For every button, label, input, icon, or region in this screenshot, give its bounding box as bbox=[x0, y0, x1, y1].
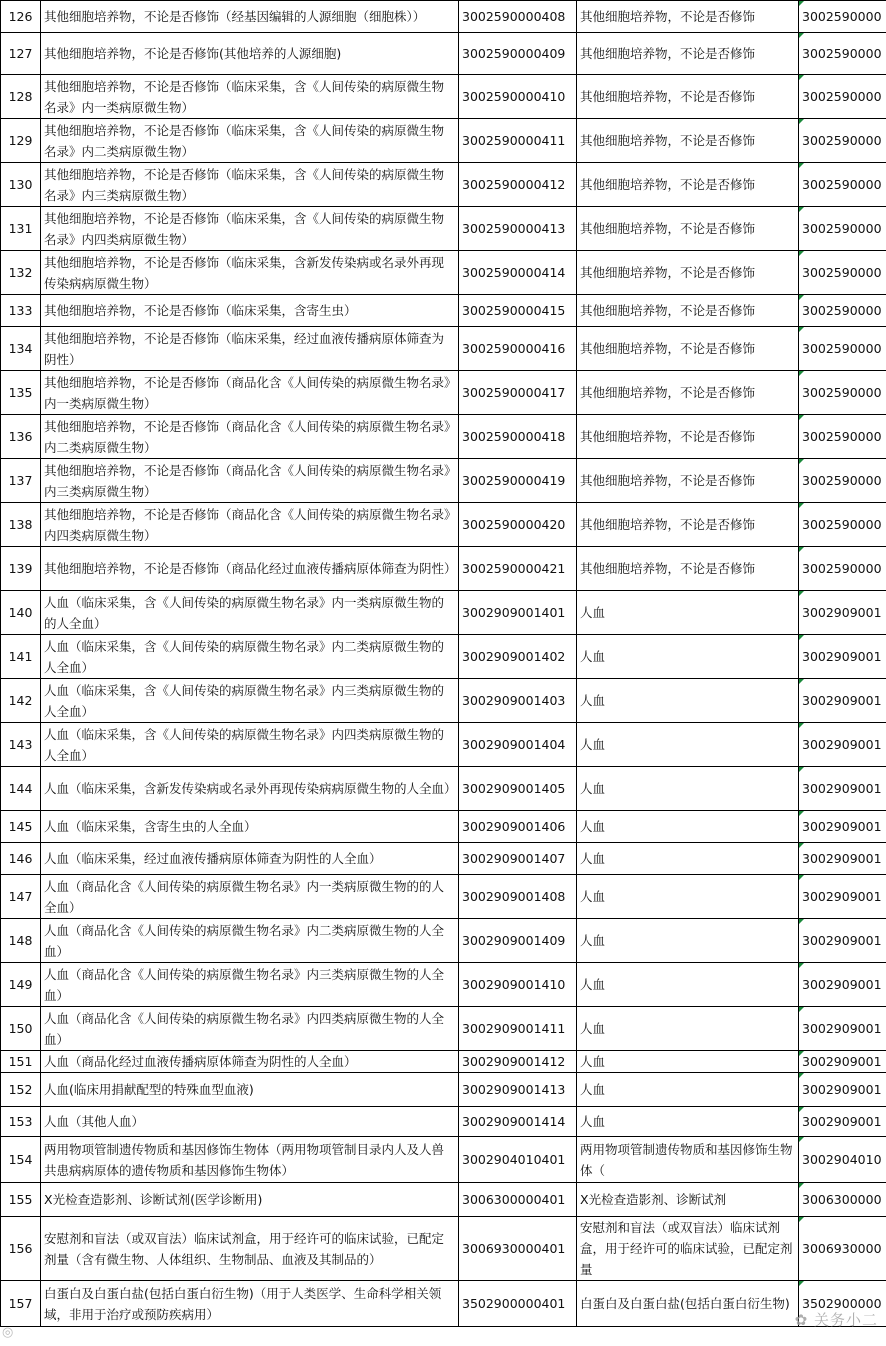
row-number: 143 bbox=[1, 723, 41, 767]
row-number: 150 bbox=[1, 1007, 41, 1051]
row-number: 126 bbox=[1, 1, 41, 33]
row-code: 3002909001402 bbox=[459, 635, 577, 679]
row-category: 人血 bbox=[577, 723, 799, 767]
row-code: 3002909001409 bbox=[459, 919, 577, 963]
table-row bbox=[1, 875, 886, 919]
row-number: 140 bbox=[1, 591, 41, 635]
row-category: 其他细胞培养物，不论是否修饰 bbox=[577, 33, 799, 75]
row-hs-code: 3002909001 bbox=[799, 1107, 886, 1137]
row-hs-code: 3002590000 bbox=[799, 75, 886, 119]
table-row bbox=[1, 767, 886, 811]
row-code: 3006300000401 bbox=[459, 1183, 577, 1217]
row-code: 3002590000415 bbox=[459, 295, 577, 327]
row-number: 148 bbox=[1, 919, 41, 963]
row-name: 其他细胞培养物，不论是否修饰（临床采集，含《人间传染的病原微生物名录》内二类病原微生物） bbox=[41, 119, 459, 163]
row-code: 3002904010401 bbox=[459, 1137, 577, 1183]
row-number: 129 bbox=[1, 119, 41, 163]
row-name: 人血（商品化经过血液传播病原体筛查为阴性的人全血） bbox=[41, 1051, 459, 1073]
row-number: 149 bbox=[1, 963, 41, 1007]
row-name: 其他细胞培养物，不论是否修饰（临床采集，经过血液传播病原体筛查为阴性） bbox=[41, 327, 459, 371]
row-category: 人血 bbox=[577, 963, 799, 1007]
row-code: 3006930000401 bbox=[459, 1217, 577, 1281]
row-category: 人血 bbox=[577, 767, 799, 811]
row-category: 人血 bbox=[577, 1051, 799, 1073]
row-code: 3002909001403 bbox=[459, 679, 577, 723]
row-hs-code: 3006930000 bbox=[799, 1217, 886, 1281]
row-name: 其他细胞培养物，不论是否修饰（商品化经过血液传播病原体筛查为阴性） bbox=[41, 547, 459, 591]
row-name: 安慰剂和盲法（或双盲法）临床试剂盒，用于经许可的临床试验，已配定剂量（含有微生物、人体组织、生物制品、血液及其制品的） bbox=[41, 1217, 459, 1281]
table-row bbox=[1, 1, 886, 33]
row-name: 人血（临床采集，含《人间传染的病原微生物名录》内一类病原微生物的的人全血） bbox=[41, 591, 459, 635]
table-row bbox=[1, 251, 886, 295]
row-hs-code: 3002909001 bbox=[799, 679, 886, 723]
row-name: 人血（商品化含《人间传染的病原微生物名录》内四类病原微生物的人全血） bbox=[41, 1007, 459, 1051]
row-code: 3002590000421 bbox=[459, 547, 577, 591]
row-hs-code: 3002904010 bbox=[799, 1137, 886, 1183]
row-hs-code: 3002590000 bbox=[799, 327, 886, 371]
table-row bbox=[1, 1137, 886, 1183]
table-body bbox=[1, 1, 886, 1327]
row-code: 3002909001401 bbox=[459, 591, 577, 635]
row-number: 127 bbox=[1, 33, 41, 75]
row-hs-code: 3002909001 bbox=[799, 875, 886, 919]
row-number: 146 bbox=[1, 843, 41, 875]
row-name: 其他细胞培养物，不论是否修饰（商品化含《人间传染的病原微生物名录》内三类病原微生物） bbox=[41, 459, 459, 503]
row-code: 3002590000409 bbox=[459, 33, 577, 75]
row-name: 其他细胞培养物，不论是否修饰（商品化含《人间传染的病原微生物名录》内一类病原微生物） bbox=[41, 371, 459, 415]
table-row bbox=[1, 1007, 886, 1051]
row-hs-code: 3002909001 bbox=[799, 963, 886, 1007]
row-hs-code: 3002590000 bbox=[799, 119, 886, 163]
watermark-left: ◎ bbox=[2, 1325, 14, 1340]
table-row bbox=[1, 723, 886, 767]
row-category: 人血 bbox=[577, 1073, 799, 1107]
row-hs-code: 3502900000 bbox=[799, 1281, 886, 1327]
row-number: 130 bbox=[1, 163, 41, 207]
row-name: 白蛋白及白蛋白盐(包括白蛋白衍生物)（用于人类医学、生命科学相关领域，非用于治疗或预防疾病用） bbox=[41, 1281, 459, 1327]
row-name: 人血（临床采集，经过血液传播病原体筛查为阴性的人全血） bbox=[41, 843, 459, 875]
row-hs-code: 3006300000 bbox=[799, 1183, 886, 1217]
table-row bbox=[1, 459, 886, 503]
table-row bbox=[1, 371, 886, 415]
table-row bbox=[1, 1051, 886, 1073]
row-category: 其他细胞培养物，不论是否修饰 bbox=[577, 119, 799, 163]
row-name: 人血（商品化含《人间传染的病原微生物名录》内三类病原微生物的人全血） bbox=[41, 963, 459, 1007]
row-category: 人血 bbox=[577, 635, 799, 679]
row-name: 其他细胞培养物，不论是否修饰（临床采集，含寄生虫） bbox=[41, 295, 459, 327]
row-category: 两用物项管制遗传物质和基因修饰生物体（ bbox=[577, 1137, 799, 1183]
row-number: 155 bbox=[1, 1183, 41, 1217]
row-hs-code: 3002909001 bbox=[799, 811, 886, 843]
row-category: 人血 bbox=[577, 843, 799, 875]
row-category: 其他细胞培养物，不论是否修饰 bbox=[577, 251, 799, 295]
row-number: 145 bbox=[1, 811, 41, 843]
table-row bbox=[1, 811, 886, 843]
row-hs-code: 3002590000 bbox=[799, 163, 886, 207]
row-category: 人血 bbox=[577, 1007, 799, 1051]
row-hs-code: 3002909001 bbox=[799, 1007, 886, 1051]
row-category: X光检查造影剂、诊断试剂 bbox=[577, 1183, 799, 1217]
row-hs-code: 3002909001 bbox=[799, 723, 886, 767]
row-code: 3002590000416 bbox=[459, 327, 577, 371]
table-row bbox=[1, 1107, 886, 1137]
row-code: 3002909001406 bbox=[459, 811, 577, 843]
row-name: 其他细胞培养物，不论是否修饰（临床采集，含《人间传染的病原微生物名录》内三类病原微生物） bbox=[41, 163, 459, 207]
row-code: 3002590000417 bbox=[459, 371, 577, 415]
row-category: 人血 bbox=[577, 919, 799, 963]
row-hs-code: 3002590000 bbox=[799, 1, 886, 33]
row-name: 其他细胞培养物，不论是否修饰（商品化含《人间传染的病原微生物名录》内二类病原微生物） bbox=[41, 415, 459, 459]
row-hs-code: 3002909001 bbox=[799, 1073, 886, 1107]
row-code: 3002590000410 bbox=[459, 75, 577, 119]
row-name: 人血（临床采集，含新发传染病或名录外再现传染病病原微生物的人全血） bbox=[41, 767, 459, 811]
table-row bbox=[1, 163, 886, 207]
row-name: 人血（商品化含《人间传染的病原微生物名录》内一类病原微生物的的人全血） bbox=[41, 875, 459, 919]
row-category: 其他细胞培养物，不论是否修饰 bbox=[577, 1, 799, 33]
row-hs-code: 3002590000 bbox=[799, 251, 886, 295]
row-category: 其他细胞培养物，不论是否修饰 bbox=[577, 371, 799, 415]
row-code: 3002909001413 bbox=[459, 1073, 577, 1107]
row-category: 人血 bbox=[577, 679, 799, 723]
row-code: 3002909001404 bbox=[459, 723, 577, 767]
row-code: 3002909001408 bbox=[459, 875, 577, 919]
row-code: 3002590000420 bbox=[459, 503, 577, 547]
table-row bbox=[1, 843, 886, 875]
row-hs-code: 3002590000 bbox=[799, 371, 886, 415]
row-number: 142 bbox=[1, 679, 41, 723]
row-number: 133 bbox=[1, 295, 41, 327]
row-number: 141 bbox=[1, 635, 41, 679]
row-hs-code: 3002909001 bbox=[799, 1051, 886, 1073]
row-category: 白蛋白及白蛋白盐(包括白蛋白衍生物) bbox=[577, 1281, 799, 1327]
table-row bbox=[1, 503, 886, 547]
row-name: 其他细胞培养物，不论是否修饰（临床采集，含新发传染病或名录外再现传染病病原微生物） bbox=[41, 251, 459, 295]
row-category: 其他细胞培养物，不论是否修饰 bbox=[577, 547, 799, 591]
table-row bbox=[1, 1073, 886, 1107]
row-hs-code: 3002909001 bbox=[799, 843, 886, 875]
row-hs-code: 3002590000 bbox=[799, 207, 886, 251]
row-name: 人血（临床采集，含《人间传染的病原微生物名录》内四类病原微生物的人全血） bbox=[41, 723, 459, 767]
row-code: 3002909001414 bbox=[459, 1107, 577, 1137]
row-category: 安慰剂和盲法（或双盲法）临床试剂盒，用于经许可的临床试验，已配定剂量 bbox=[577, 1217, 799, 1281]
table-row bbox=[1, 1281, 886, 1327]
row-hs-code: 3002909001 bbox=[799, 635, 886, 679]
row-number: 138 bbox=[1, 503, 41, 547]
row-hs-code: 3002590000 bbox=[799, 503, 886, 547]
row-name: 两用物项管制遗传物质和基因修饰生物体（两用物项管制目录内人及人兽共患病病原体的遗传物质和基因修饰生物体） bbox=[41, 1137, 459, 1183]
table-row bbox=[1, 679, 886, 723]
row-category: 其他细胞培养物，不论是否修饰 bbox=[577, 163, 799, 207]
row-number: 151 bbox=[1, 1051, 41, 1073]
table-row bbox=[1, 635, 886, 679]
row-name: X光检查造影剂、诊断试剂(医学诊断用) bbox=[41, 1183, 459, 1217]
row-name: 其他细胞培养物，不论是否修饰（临床采集，含《人间传染的病原微生物名录》内四类病原微生物） bbox=[41, 207, 459, 251]
row-code: 3002590000413 bbox=[459, 207, 577, 251]
row-hs-code: 3002909001 bbox=[799, 919, 886, 963]
row-name: 其他细胞培养物，不论是否修饰（经基因编辑的人源细胞（细胞株）） bbox=[41, 1, 459, 33]
row-number: 128 bbox=[1, 75, 41, 119]
table-row bbox=[1, 547, 886, 591]
row-number: 144 bbox=[1, 767, 41, 811]
row-category: 其他细胞培养物，不论是否修饰 bbox=[577, 75, 799, 119]
table-row bbox=[1, 33, 886, 75]
row-code: 3002590000414 bbox=[459, 251, 577, 295]
row-number: 154 bbox=[1, 1137, 41, 1183]
row-number: 136 bbox=[1, 415, 41, 459]
row-code: 3002909001405 bbox=[459, 767, 577, 811]
row-hs-code: 3002909001 bbox=[799, 767, 886, 811]
table-row bbox=[1, 591, 886, 635]
row-hs-code: 3002590000 bbox=[799, 295, 886, 327]
row-category: 其他细胞培养物，不论是否修饰 bbox=[577, 503, 799, 547]
row-number: 152 bbox=[1, 1073, 41, 1107]
row-number: 147 bbox=[1, 875, 41, 919]
table-row bbox=[1, 919, 886, 963]
row-number: 153 bbox=[1, 1107, 41, 1137]
row-name: 其他细胞培养物，不论是否修饰(其他培养的人源细胞) bbox=[41, 33, 459, 75]
row-hs-code: 3002909001 bbox=[799, 591, 886, 635]
table-row bbox=[1, 1183, 886, 1217]
row-code: 3002590000408 bbox=[459, 1, 577, 33]
row-number: 135 bbox=[1, 371, 41, 415]
row-number: 157 bbox=[1, 1281, 41, 1327]
row-hs-code: 3002590000 bbox=[799, 415, 886, 459]
row-name: 人血（临床采集，含《人间传染的病原微生物名录》内二类病原微生物的人全血） bbox=[41, 635, 459, 679]
row-code: 3002909001412 bbox=[459, 1051, 577, 1073]
row-category: 其他细胞培养物，不论是否修饰 bbox=[577, 295, 799, 327]
row-hs-code: 3002590000 bbox=[799, 547, 886, 591]
row-number: 156 bbox=[1, 1217, 41, 1281]
row-code: 3002590000412 bbox=[459, 163, 577, 207]
table-row bbox=[1, 119, 886, 163]
row-number: 132 bbox=[1, 251, 41, 295]
row-code: 3002909001410 bbox=[459, 963, 577, 1007]
wechat-icon: ✿ bbox=[794, 1311, 814, 1329]
row-name: 其他细胞培养物，不论是否修饰（临床采集，含《人间传染的病原微生物名录》内一类病原微生物） bbox=[41, 75, 459, 119]
row-name: 人血（商品化含《人间传染的病原微生物名录》内二类病原微生物的人全血） bbox=[41, 919, 459, 963]
row-code: 3002590000418 bbox=[459, 415, 577, 459]
table-row bbox=[1, 295, 886, 327]
row-category: 人血 bbox=[577, 875, 799, 919]
row-name: 人血（其他人血） bbox=[41, 1107, 459, 1137]
row-category: 人血 bbox=[577, 811, 799, 843]
row-code: 3002590000411 bbox=[459, 119, 577, 163]
row-name: 人血（临床采集，含寄生虫的人全血） bbox=[41, 811, 459, 843]
row-category: 其他细胞培养物，不论是否修饰 bbox=[577, 207, 799, 251]
row-hs-code: 3002590000 bbox=[799, 459, 886, 503]
table-row bbox=[1, 415, 886, 459]
row-name: 人血（临床采集，含《人间传染的病原微生物名录》内三类病原微生物的人全血） bbox=[41, 679, 459, 723]
row-number: 139 bbox=[1, 547, 41, 591]
row-number: 134 bbox=[1, 327, 41, 371]
watermark: ✿ 关务小二 bbox=[794, 1311, 878, 1329]
row-name: 人血(临床用捐献配型的特殊血型血液) bbox=[41, 1073, 459, 1107]
row-hs-code: 3002590000 bbox=[799, 33, 886, 75]
table-row bbox=[1, 963, 886, 1007]
row-code: 3502900000401 bbox=[459, 1281, 577, 1327]
row-category: 其他细胞培养物，不论是否修饰 bbox=[577, 459, 799, 503]
row-number: 137 bbox=[1, 459, 41, 503]
row-code: 3002909001411 bbox=[459, 1007, 577, 1051]
row-code: 3002590000419 bbox=[459, 459, 577, 503]
row-category: 其他细胞培养物，不论是否修饰 bbox=[577, 415, 799, 459]
table-row bbox=[1, 207, 886, 251]
table-row bbox=[1, 327, 886, 371]
row-number: 131 bbox=[1, 207, 41, 251]
table-row bbox=[1, 1217, 886, 1281]
row-name: 其他细胞培养物，不论是否修饰（商品化含《人间传染的病原微生物名录》内四类病原微生物） bbox=[41, 503, 459, 547]
row-code: 3002909001407 bbox=[459, 843, 577, 875]
row-category: 其他细胞培养物，不论是否修饰 bbox=[577, 327, 799, 371]
table-row bbox=[1, 75, 886, 119]
row-category: 人血 bbox=[577, 1107, 799, 1137]
row-category: 人血 bbox=[577, 591, 799, 635]
